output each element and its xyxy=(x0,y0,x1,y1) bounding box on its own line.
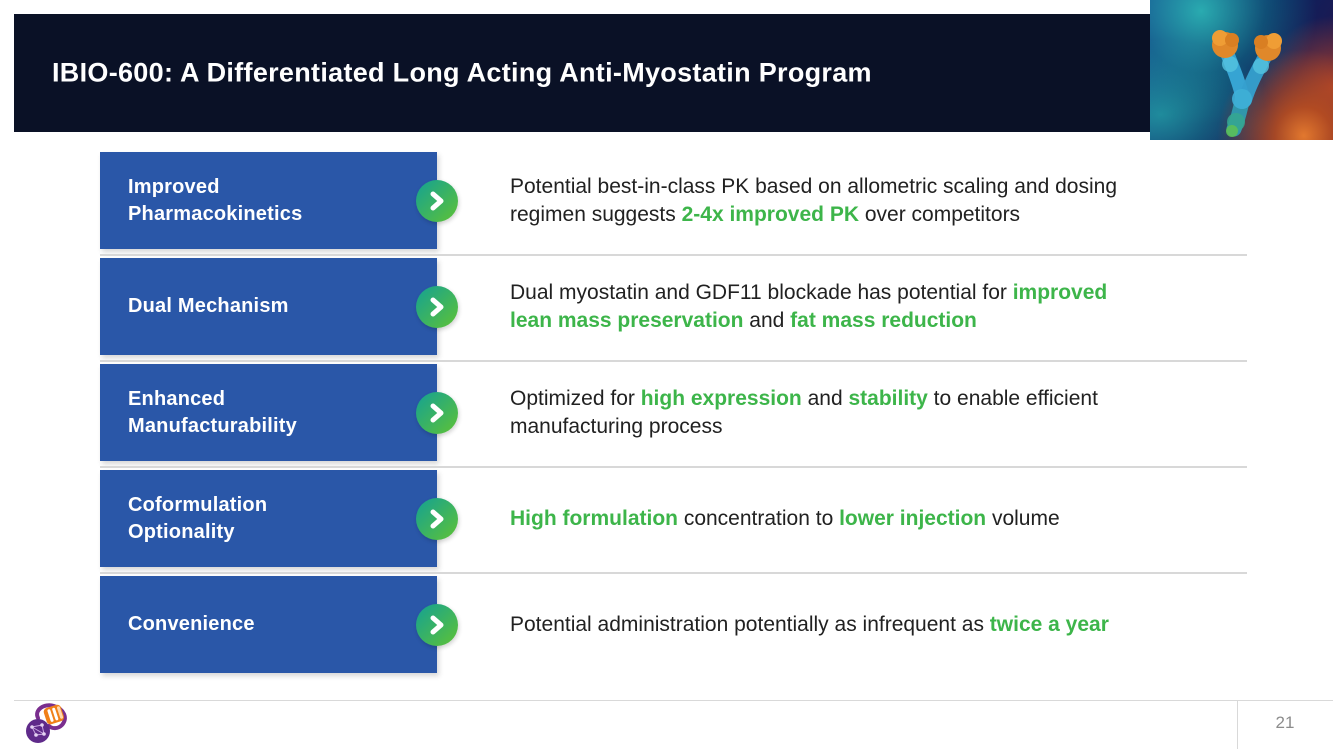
chevron-right-icon xyxy=(416,604,458,646)
antibody-icon xyxy=(1150,0,1333,140)
feature-rows xyxy=(100,152,1247,682)
description-highlight: 2-4x improved PK xyxy=(681,202,859,226)
chevron-right-icon xyxy=(416,286,458,328)
description-text: Optimized for xyxy=(510,386,641,410)
feature-label: Convenience xyxy=(128,613,255,636)
feature-box xyxy=(100,470,437,567)
feature-description xyxy=(510,279,1247,335)
feature-box xyxy=(100,576,437,673)
description-highlight: lower injection xyxy=(839,506,987,530)
feature-row xyxy=(100,576,1247,673)
header-bar xyxy=(14,14,1333,132)
feature-box xyxy=(100,152,437,249)
feature-description xyxy=(510,385,1247,441)
description-text: Dual myostatin and GDF11 blockade has potential for xyxy=(510,280,1013,304)
description-highlight: improved xyxy=(1012,280,1108,304)
slide-title: IBIO-600: A Differentiated Long Acting Anti-Myostatin Program xyxy=(52,57,872,88)
chevron-right-icon xyxy=(416,498,458,540)
feature-label: Improved Pharmacokinetics xyxy=(128,176,303,225)
description-text: regimen suggests xyxy=(510,202,682,226)
chevron-right-icon xyxy=(416,392,458,434)
description-highlight: high expression xyxy=(640,386,802,410)
description-text: Potential best-in-class PK based on allometric scaling and dosing xyxy=(510,174,1118,198)
feature-row xyxy=(100,258,1247,355)
feature-label: Enhanced Manufacturability xyxy=(128,388,297,437)
chevron-right-icon xyxy=(416,180,458,222)
description-highlight: High formulation xyxy=(510,506,678,530)
description-text: concentration to xyxy=(677,506,840,530)
ibio-logo xyxy=(24,702,70,746)
feature-box xyxy=(100,364,437,461)
feature-description xyxy=(510,611,1247,639)
description-text: over competitors xyxy=(859,202,1021,226)
description-text: Potential administration potentially as infrequent as xyxy=(510,612,990,636)
feature-row xyxy=(100,152,1247,249)
description-text: and xyxy=(743,308,791,332)
feature-description xyxy=(510,173,1247,229)
feature-row xyxy=(100,470,1247,567)
description-highlight: lean mass preservation xyxy=(510,308,744,332)
description-text: manufacturing process xyxy=(510,414,723,438)
feature-row xyxy=(100,364,1247,461)
description-highlight: twice a year xyxy=(989,612,1109,636)
feature-description xyxy=(510,505,1247,533)
description-highlight: fat mass reduction xyxy=(790,308,977,332)
description-text: to enable efficient xyxy=(927,386,1098,410)
description-text: volume xyxy=(986,506,1060,530)
description-highlight: stability xyxy=(848,386,928,410)
antibody-molecule-image xyxy=(1150,0,1333,140)
feature-label: Dual Mechanism xyxy=(128,295,289,318)
footer-divider-line xyxy=(14,700,1333,701)
feature-label: Coformulation Optionality xyxy=(128,494,268,543)
feature-box xyxy=(100,258,437,355)
page-number: 21 xyxy=(1275,713,1295,732)
description-text: and xyxy=(801,386,849,410)
